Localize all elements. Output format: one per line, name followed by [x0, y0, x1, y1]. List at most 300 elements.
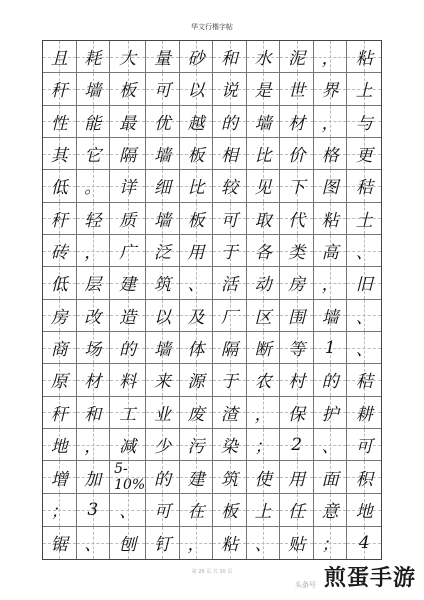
grid-cell	[110, 170, 146, 202]
grid-character: 是	[254, 81, 272, 102]
grid-cell	[180, 138, 214, 170]
page-header: 华文行楷字帖	[191, 23, 233, 31]
grid-character: 房	[50, 307, 68, 328]
grid-character: 格	[321, 146, 339, 167]
grid-character: 区	[254, 307, 272, 328]
grid-cell	[314, 235, 348, 267]
grid-character: 相	[221, 146, 239, 167]
grid-character: 改	[84, 307, 102, 328]
grid-character: 任	[288, 502, 306, 523]
grid-character: 粘	[355, 49, 373, 70]
grid-cell	[280, 397, 314, 429]
page-number: 第 26 页 共 30 页	[191, 569, 233, 575]
grid-character: 价	[288, 146, 306, 167]
grid-character: 墙	[84, 81, 102, 102]
grid-character: 墙	[254, 113, 272, 134]
grid-cell	[347, 364, 381, 396]
grid-character: 比	[187, 178, 205, 199]
grid-character: 的	[221, 113, 239, 134]
grid-character: 粘	[321, 210, 339, 231]
grid-character: ，	[321, 49, 339, 70]
grid-cell	[213, 106, 247, 138]
grid-cell	[347, 429, 381, 461]
grid-character: 隔	[221, 340, 239, 361]
grid-character: ；	[50, 502, 68, 523]
grid-character: ，	[321, 113, 339, 134]
grid-character: 工	[119, 404, 137, 425]
grid-character: 等	[288, 340, 306, 361]
grid-character: 且	[50, 49, 68, 70]
grid-character: 质	[119, 210, 137, 231]
grid-character: 原	[50, 372, 68, 393]
grid-character: 大	[119, 49, 137, 70]
grid-character: ；	[254, 437, 272, 458]
grid-character: 较	[221, 178, 239, 199]
grid-cell	[146, 235, 180, 267]
grid-character: 广	[119, 243, 137, 264]
grid-character: 加	[84, 469, 102, 490]
grid-cell	[180, 41, 214, 73]
grid-cell	[43, 106, 77, 138]
grid-cell	[180, 106, 214, 138]
grid-character: 墙	[153, 146, 171, 167]
grid-character: 围	[288, 307, 306, 328]
grid-cell	[180, 170, 214, 202]
grid-character: ，	[321, 275, 339, 296]
grid-cell	[110, 364, 146, 396]
grid-character: 低	[50, 275, 68, 296]
grid-character: 钉	[153, 535, 171, 556]
grid-character: 详	[119, 178, 137, 199]
grid-character: 2	[291, 434, 303, 455]
grid-cell	[347, 235, 381, 267]
grid-cell	[43, 41, 77, 73]
grid-character: 泛	[153, 243, 171, 264]
grid-cell	[110, 106, 146, 138]
grid-character: 更	[355, 146, 373, 167]
grid-cell	[347, 300, 381, 332]
grid-cell	[77, 494, 111, 526]
grid-cell	[280, 235, 314, 267]
grid-cell	[247, 332, 281, 364]
grid-character: 断	[254, 340, 272, 361]
grid-cell	[110, 397, 146, 429]
grid-character: 类	[288, 243, 306, 264]
grid-character: 村	[288, 372, 306, 393]
grid-cell	[314, 494, 348, 526]
grid-cell	[180, 364, 214, 396]
grid-character: 积	[355, 469, 373, 490]
grid-character: 、	[355, 340, 373, 361]
grid-cell	[180, 235, 214, 267]
watermark-logo: 煎蛋手游	[323, 566, 416, 591]
grid-cell	[213, 235, 247, 267]
grid-character: 建	[187, 469, 205, 490]
grid-cell	[77, 41, 111, 73]
grid-cell	[347, 170, 381, 202]
grid-cell	[247, 494, 281, 526]
grid-character: 渣	[221, 404, 239, 425]
grid-character: 旧	[355, 275, 373, 296]
grid-cell	[347, 527, 381, 559]
grid-character: 、	[187, 275, 205, 296]
grid-cell	[280, 106, 314, 138]
grid-cell	[247, 300, 281, 332]
grid-character: 以	[187, 81, 205, 102]
grid-cell	[77, 267, 111, 299]
grid-character: 下	[288, 178, 306, 199]
grid-cell	[146, 397, 180, 429]
grid-character: 及	[187, 307, 205, 328]
grid-cell	[146, 527, 180, 559]
grid-character: 可	[153, 81, 171, 102]
grid-character: 来	[153, 372, 171, 393]
grid-character: 上	[254, 502, 272, 523]
grid-character: 4	[358, 532, 370, 553]
grid-cell	[213, 527, 247, 559]
grid-character: 世	[288, 81, 306, 102]
grid-cell	[110, 461, 146, 494]
grid-cell	[180, 267, 214, 299]
grid-cell	[247, 203, 281, 235]
grid-cell	[280, 170, 314, 202]
grid-cell	[110, 300, 146, 332]
grid-character: 板	[187, 146, 205, 167]
grid-cell	[247, 461, 281, 494]
grid-cell	[247, 429, 281, 461]
grid-character: 污	[187, 437, 205, 458]
grid-cell	[213, 461, 247, 494]
grid-cell	[347, 332, 381, 364]
grid-cell	[314, 267, 348, 299]
grid-cell	[146, 267, 180, 299]
grid-cell	[110, 527, 146, 559]
grid-cell	[280, 527, 314, 559]
grid-character: 保	[288, 404, 306, 425]
grid-cell	[77, 429, 111, 461]
grid-character: 墙	[153, 340, 171, 361]
grid-cell	[213, 397, 247, 429]
grid-cell	[247, 106, 281, 138]
grid-character: 活	[221, 275, 239, 296]
grid-cell	[280, 138, 314, 170]
grid-character: 用	[288, 469, 306, 490]
grid-character: 在	[187, 502, 205, 523]
grid-cell	[314, 429, 348, 461]
grid-cell	[43, 267, 77, 299]
grid-character: 、	[119, 502, 137, 523]
grid-cell	[43, 235, 77, 267]
grid-cell	[146, 332, 180, 364]
grid-character: 优	[153, 113, 171, 134]
grid-cell	[247, 138, 281, 170]
grid-character: 3	[87, 499, 99, 520]
grid-character: 秆	[50, 210, 68, 231]
grid-cell	[146, 203, 180, 235]
grid-character: 上	[355, 81, 373, 102]
grid-character: 板	[119, 81, 137, 102]
grid-cell	[213, 429, 247, 461]
grid-cell	[347, 461, 381, 494]
grid-character: 水	[254, 49, 272, 70]
grid-cell	[146, 494, 180, 526]
grid-cell	[213, 138, 247, 170]
grid-character: 轻	[84, 210, 102, 231]
watermark-source: 头条号	[295, 581, 316, 589]
grid-character: 用	[187, 243, 205, 264]
grid-character: 说	[221, 81, 239, 102]
grid-character: 泥	[288, 49, 306, 70]
grid-character: 土	[355, 210, 373, 231]
grid-character: 少	[153, 437, 171, 458]
grid-character: 以	[153, 307, 171, 328]
grid-character: 其	[50, 146, 68, 167]
grid-character: 意	[321, 502, 339, 523]
grid-cell	[43, 203, 77, 235]
grid-character: 5-10%	[114, 461, 146, 494]
character-grid	[43, 41, 381, 559]
grid-character: 。	[84, 178, 102, 199]
grid-cell	[247, 397, 281, 429]
grid-character: 面	[321, 469, 339, 490]
grid-character: 地	[355, 502, 373, 523]
grid-cell	[314, 300, 348, 332]
grid-cell	[110, 41, 146, 73]
grid-character: 锯	[50, 535, 68, 556]
grid-cell	[43, 494, 77, 526]
grid-cell	[247, 41, 281, 73]
grid-character: 房	[288, 275, 306, 296]
grid-cell	[110, 73, 146, 105]
grid-character: 源	[187, 372, 205, 393]
grid-character: 耕	[355, 404, 373, 425]
grid-character: 、	[254, 535, 272, 556]
grid-cell	[77, 170, 111, 202]
grid-character: 低	[50, 178, 68, 199]
grid-cell	[247, 364, 281, 396]
grid-character: 量	[153, 49, 171, 70]
grid-cell	[146, 364, 180, 396]
grid-character: 墙	[321, 307, 339, 328]
grid-cell	[146, 429, 180, 461]
grid-character: 耗	[84, 49, 102, 70]
grid-cell	[180, 494, 214, 526]
grid-cell	[280, 267, 314, 299]
grid-cell	[280, 429, 314, 461]
grid-character: 各	[254, 243, 272, 264]
grid-character: 比	[254, 146, 272, 167]
grid-cell	[314, 461, 348, 494]
grid-character: 最	[119, 113, 137, 134]
grid-cell	[314, 106, 348, 138]
grid-cell	[314, 332, 348, 364]
grid-cell	[77, 527, 111, 559]
grid-cell	[43, 332, 77, 364]
grid-character: ，	[84, 243, 102, 264]
grid-cell	[247, 170, 281, 202]
grid-cell	[247, 235, 281, 267]
grid-cell	[180, 461, 214, 494]
grid-cell	[280, 332, 314, 364]
grid-cell	[280, 494, 314, 526]
grid-character: 、	[355, 243, 373, 264]
grid-cell	[213, 332, 247, 364]
grid-character: 于	[221, 243, 239, 264]
grid-character: 厂	[221, 307, 239, 328]
grid-cell	[110, 429, 146, 461]
grid-cell	[180, 203, 214, 235]
grid-cell	[213, 267, 247, 299]
grid-character: 、	[355, 307, 373, 328]
grid-cell	[43, 429, 77, 461]
grid-cell	[314, 527, 348, 559]
grid-cell	[213, 41, 247, 73]
grid-cell	[77, 203, 111, 235]
grid-character: 见	[254, 178, 272, 199]
grid-character: 与	[355, 113, 373, 134]
grid-cell	[314, 41, 348, 73]
grid-cell	[146, 300, 180, 332]
grid-cell	[347, 41, 381, 73]
grid-character: 秆	[50, 404, 68, 425]
grid-character: 、	[84, 535, 102, 556]
grid-character: 减	[119, 437, 137, 458]
grid-cell	[110, 267, 146, 299]
grid-character: 高	[321, 243, 339, 264]
grid-cell	[280, 461, 314, 494]
grid-cell	[213, 364, 247, 396]
grid-character: 农	[254, 372, 272, 393]
grid-character: 动	[254, 275, 272, 296]
grid-cell	[77, 461, 111, 494]
grid-character: 图	[321, 178, 339, 199]
grid-character: 1	[324, 337, 336, 358]
grid-character: 筑	[221, 469, 239, 490]
grid-character: 废	[187, 404, 205, 425]
grid-character: 料	[119, 372, 137, 393]
grid-cell	[146, 138, 180, 170]
grid-cell	[247, 527, 281, 559]
grid-cell	[180, 397, 214, 429]
grid-character: 、	[321, 437, 339, 458]
grid-cell	[110, 203, 146, 235]
grid-cell	[146, 170, 180, 202]
grid-cell	[43, 461, 77, 494]
grid-cell	[314, 73, 348, 105]
grid-cell	[213, 73, 247, 105]
grid-cell	[77, 73, 111, 105]
grid-character: 板	[221, 502, 239, 523]
grid-character: 砖	[50, 243, 68, 264]
grid-character: 地	[50, 437, 68, 458]
grid-cell	[110, 138, 146, 170]
grid-cell	[146, 41, 180, 73]
grid-cell	[77, 397, 111, 429]
grid-cell	[77, 364, 111, 396]
grid-cell	[110, 332, 146, 364]
grid-character: 护	[321, 404, 339, 425]
grid-character: 的	[321, 372, 339, 393]
grid-character: 体	[187, 340, 205, 361]
grid-cell	[43, 300, 77, 332]
grid-cell	[43, 170, 77, 202]
grid-character: 筑	[153, 275, 171, 296]
grid-character: 细	[153, 178, 171, 199]
grid-character: 砂	[187, 49, 205, 70]
practice-sheet	[42, 40, 382, 560]
grid-character: 代	[288, 210, 306, 231]
grid-character: 可	[153, 502, 171, 523]
grid-cell	[146, 73, 180, 105]
grid-character: 造	[119, 307, 137, 328]
grid-cell	[43, 364, 77, 396]
grid-character: 的	[153, 469, 171, 490]
grid-character: 它	[84, 146, 102, 167]
grid-character: 隔	[119, 146, 137, 167]
grid-character: 于	[221, 372, 239, 393]
grid-cell	[77, 138, 111, 170]
grid-character: 粘	[221, 535, 239, 556]
grid-cell	[180, 527, 214, 559]
grid-cell	[347, 397, 381, 429]
grid-character: 板	[187, 210, 205, 231]
grid-cell	[314, 203, 348, 235]
grid-cell	[347, 203, 381, 235]
grid-character: ，	[254, 404, 272, 425]
grid-character: 可	[355, 437, 373, 458]
grid-character: 秸	[355, 372, 373, 393]
grid-cell	[347, 73, 381, 105]
grid-character: 商	[50, 340, 68, 361]
grid-cell	[180, 332, 214, 364]
grid-cell	[43, 527, 77, 559]
grid-cell	[77, 106, 111, 138]
grid-character: 增	[50, 469, 68, 490]
grid-character: 刨	[119, 535, 137, 556]
grid-character: 业	[153, 404, 171, 425]
grid-character: 场	[84, 340, 102, 361]
grid-cell	[314, 397, 348, 429]
grid-character: 和	[221, 49, 239, 70]
grid-cell	[180, 73, 214, 105]
grid-character: 贴	[288, 535, 306, 556]
grid-cell	[110, 494, 146, 526]
grid-character: 染	[221, 437, 239, 458]
grid-cell	[247, 73, 281, 105]
grid-character: 可	[221, 210, 239, 231]
grid-cell	[110, 235, 146, 267]
grid-character: 秆	[50, 81, 68, 102]
grid-cell	[280, 73, 314, 105]
grid-cell	[43, 73, 77, 105]
grid-cell	[146, 106, 180, 138]
grid-cell	[43, 397, 77, 429]
grid-cell	[314, 364, 348, 396]
grid-cell	[77, 235, 111, 267]
grid-cell	[43, 138, 77, 170]
grid-cell	[280, 300, 314, 332]
grid-cell	[213, 494, 247, 526]
grid-character: 能	[84, 113, 102, 134]
grid-character: ，	[187, 535, 205, 556]
grid-character: 建	[119, 275, 137, 296]
grid-character: ，	[84, 437, 102, 458]
grid-cell	[213, 170, 247, 202]
grid-character: 性	[50, 113, 68, 134]
grid-cell	[247, 267, 281, 299]
grid-cell	[347, 138, 381, 170]
grid-cell	[213, 203, 247, 235]
